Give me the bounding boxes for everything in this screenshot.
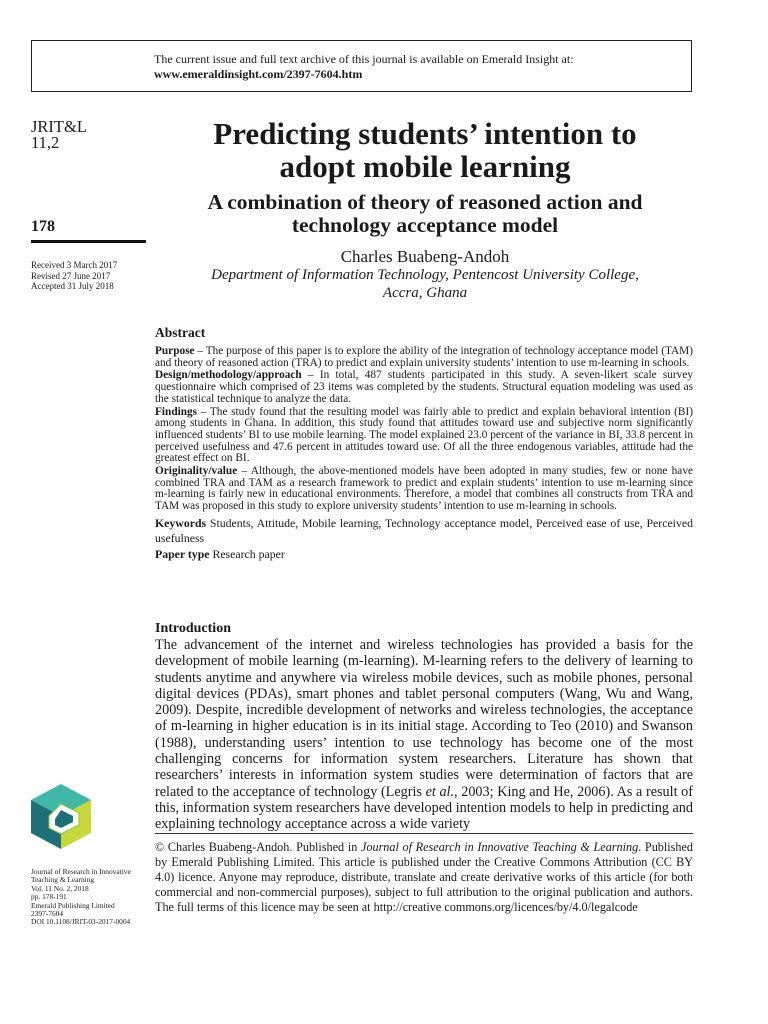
design-label: Design/methodology/approach	[155, 369, 302, 382]
keywords-text: Students, Attitude, Mobile learning, Technology acceptance model, Perceived ease of use, Perceived usefulness	[155, 515, 693, 546]
originality-label: Originality/value	[155, 465, 238, 478]
received-date: Received 3 March 2017	[31, 260, 118, 270]
affiliation-line-2: Accra, Ghana	[382, 285, 468, 301]
imprint-pages: pp. 178-191	[31, 892, 67, 902]
imprint-issn: 2397-7604	[31, 909, 64, 919]
subtitle-line-1: A combination of theory of reasoned action and	[207, 190, 643, 214]
access-notice-text: The current issue and full text archive of this journal is available on Emerald Insight at:	[154, 52, 574, 66]
author-name: Charles Buabeng-Andoh	[340, 247, 510, 266]
abstract-heading: Abstract	[155, 325, 206, 340]
originality-text: – Although, the above-mentioned models have been adopted in many studies, few or none have combined TRA and TAM as a research framework to predict and explain students’ intention to use m-learning since m-learning is fairly new in educational environments. Therefore, a model that combines all constructs from TRA and TAM was proposed in this study to explore university students’ intention to use m-learning in schools.	[155, 465, 693, 513]
journal-volume: 11,2	[31, 133, 60, 152]
footnote-journal-name: Journal of Research in Innovative Teaching & Learning	[360, 840, 639, 854]
copyright-footnote	[155, 840, 693, 915]
abstract-originality	[155, 466, 693, 513]
abstract-paper-type	[155, 547, 693, 563]
article-title	[150, 117, 700, 183]
subtitle-line-2: technology acceptance model	[291, 213, 559, 237]
intro-text-part-1: The advancement of the internet and wireless technologies has provided a basis for the development of mobile learning (m-learning). M-learning refers to the delivery of learning to students anytime and anywhere via wireless mobile devices, such as mobile phones, personal digital devices (PDAs), smart phones and tablet personal computers (Wang, Wu and Wang, 2009). Despite, incredible development of networks and wireless technologies, the acceptance of m-learning in higher education is in its initial stage. According to Teo (2010) and Swanson (1988), understanding users’ intention to use technology has become one of the most challenging concerns for information system researchers. Literature has shown that researchers’ interests in information system studies were determination of factors that are related to the acceptance of technology (Legris	[155, 637, 693, 800]
footnote-text-part-1: © Charles Buabeng-Andoh. Published in	[155, 840, 361, 854]
abstract-design	[155, 370, 693, 405]
journal-url-link[interactable]: www.emeraldinsight.com/2397-7604.htm	[154, 67, 363, 81]
paper-type-label: Paper type	[155, 546, 210, 561]
abstract-purpose	[155, 346, 693, 369]
revised-date: Revised 27 June 2017	[31, 270, 111, 281]
imprint-journal-name-2: Teaching & Learning	[31, 875, 95, 885]
title-line-2: adopt mobile learning	[279, 149, 571, 184]
journal-code: JRIT&L	[31, 117, 87, 136]
title-line-1: Predicting students’ intention to	[213, 116, 637, 151]
article-subtitle	[150, 191, 700, 237]
journal-volume-label	[31, 119, 87, 151]
keywords-label: Keywords	[155, 515, 207, 530]
purpose-text: – The purpose of this paper is to explore the ability of the integration of technology acceptance model (TAM) and theory of reasoned action (TRA) to predict and explain university students’ intention to use m-learning in schools.	[155, 345, 693, 369]
intro-et-al: et al.	[425, 783, 455, 800]
journal-imprint	[31, 868, 151, 927]
findings-label: Findings	[155, 405, 198, 418]
abstract-findings	[155, 407, 693, 466]
introduction-body	[155, 637, 693, 833]
design-text: – In total, 487 students participated in this study. A seven-likert scale survey questionnaire which comprised of 23 items was completed by the students. Structural equation modeling was used as the statistical technique to analyze the data.	[155, 369, 693, 405]
imprint-publisher: Emerald Publishing Limited	[31, 900, 115, 910]
imprint-doi[interactable]: DOI 10.1108/JRIT-03-2017-0004	[31, 917, 131, 927]
accepted-date: Accepted 31 July 2018	[31, 281, 114, 291]
introduction-heading: Introduction	[155, 621, 231, 636]
page-number: 178	[31, 218, 55, 235]
abstract-body	[155, 346, 693, 562]
sidebar-divider	[31, 240, 146, 243]
findings-text: – The study found that the resulting model was fairly able to predict and explain behavioral intention (BI) among students in Ghana. In addition, this study found that attitudes toward use and subjective norm significantly influenced students’ BI to use mobile learning. The model explained 23.0 percent of the variance in BI, 33.8 percent in perceived usefulness and 47.6 percent in attitudes toward use. Of all the three endogenous variables, attitude had the greatest effect on BI.	[155, 405, 693, 465]
open-access-logo-icon	[31, 784, 91, 849]
abstract-keywords	[155, 516, 693, 547]
imprint-volume: Vol. 11 No. 2, 2018	[31, 883, 89, 893]
paper-type-text: Research paper	[209, 546, 285, 561]
affiliation-line-1: Department of Information Technology, Pentencost University College,	[211, 267, 639, 283]
intro-text-part-2: , 2003; King and He, 2006). As a result of this, information system researchers have developed intention models to help in predicting and explaining technology acceptance across a wide variety	[155, 783, 693, 833]
footnote-divider	[155, 833, 693, 834]
purpose-label: Purpose	[155, 345, 195, 357]
article-dates	[31, 260, 117, 292]
imprint-journal-name-1: Journal of Research in Innovative	[31, 867, 131, 876]
author-affiliation	[150, 266, 700, 302]
footnote-text-part-2: . Published by Emerald Publishing Limited. This article is published under the Creative Commons Attribution (CC BY 4.0) licence. Anyone may reproduce, distribute, translate and create derivative works of this article (for both commercial and non-commercial purposes), subject to full attribution to the original publication and authors. The full terms of this licence may be seen at http://creative commons.org/licences/by/4.0/legalcode	[155, 840, 694, 914]
